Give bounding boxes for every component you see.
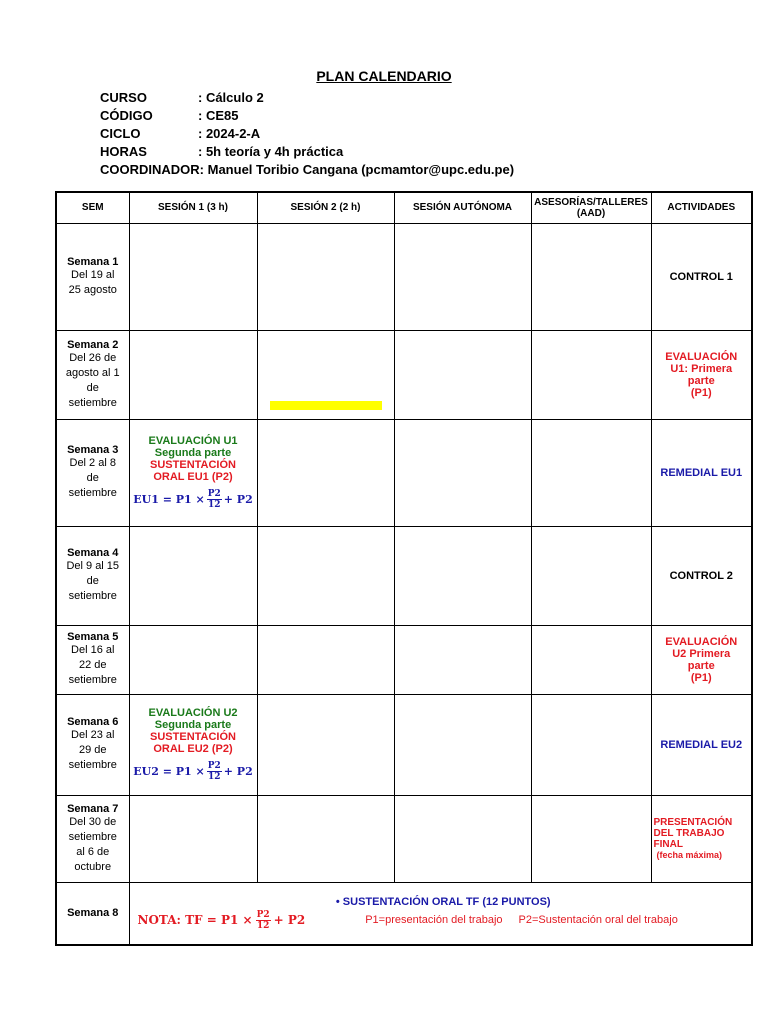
coordinator-row: COORDINADOR: Manuel Toribio Cangana (pcmamtor@upc.edu.pe) [100,162,515,177]
activity-cell: PRESENTACIÓN DEL TRABAJO FINAL (fecha máxima) [651,795,752,882]
formula-eu2: EU2 = P1 × $\frac{P2}{12}$ + P2 [133,761,253,782]
week-label: Semana 6 Del 23 al 29 de setiembre [56,694,129,795]
header-session-1: SESIÓN 1 (3 h) [129,192,257,223]
week-label: Semana 4 Del 9 al 15 de setiembre [56,526,129,625]
week-row [56,795,752,882]
calendar-table [55,191,753,946]
cell-autonomous [394,526,531,625]
activity-cell: EVALUACIÓN U1: Primera parte (P1) [651,330,752,419]
cell-aad [531,223,651,330]
week-label: Semana 5 Del 16 al 22 de setiembre [56,625,129,694]
cell-autonomous [394,795,531,882]
cell-autonomous [394,625,531,694]
cell-aad [531,419,651,526]
cell-session-1 [129,526,257,625]
week-label: Semana 1 Del 19 al 25 agosto [56,223,129,330]
cell-session-2 [257,625,394,694]
week-row [56,526,752,625]
cell-session-2 [257,330,394,419]
cell-session-1 [129,625,257,694]
week-label: Semana 8 [56,882,129,945]
week-row [56,694,752,795]
activity-cell: REMEDIAL EU1 [651,419,752,526]
cell-aad [531,526,651,625]
header-aad: ASESORÍAS/TALLERES (AAD) [531,192,651,223]
cell-session-1-eval: EVALUACIÓN U1 Segunda parte SUSTENTACIÓN ORAL EU1 (P2) EU1 = P1 × $\frac{P2}{12}$ + P2 [129,419,257,526]
cell-autonomous [394,419,531,526]
week-row [56,419,752,526]
activity-cell: CONTROL 2 [651,526,752,625]
code-row: CÓDIGO : CE85 [100,108,239,123]
week-row [56,882,752,945]
cell-autonomous [394,694,531,795]
week-row [56,223,752,330]
page-title: PLAN CALENDARIO [316,68,452,84]
activity-cell: EVALUACIÓN U2 Primera parte (P1) [651,625,752,694]
cell-session-1 [129,330,257,419]
week-label: Semana 7 Del 30 de setiembre al 6 de octubre [56,795,129,882]
cell-session-2 [257,419,394,526]
week-label: Semana 2 Del 26 de agosto al 1 de setiembre [56,330,129,419]
header-sem: SEM [56,192,129,223]
hours-row: HORAS : 5h teoría y 4h práctica [100,144,344,159]
cell-aad [531,694,651,795]
cell-session-2 [257,223,394,330]
cycle-row: CICLO : 2024-2-A [100,126,261,141]
highlight-mark [270,401,382,410]
formula-eu1: EU1 = P1 × $\frac{P2}{12}$ + P2 [133,489,253,510]
header-row [56,192,752,223]
week-row [56,330,752,419]
cell-aad [531,625,651,694]
course-info [100,89,514,179]
cell-autonomous [394,223,531,330]
formula-tf: NOTA: TF = P1 × $\frac{P2}{12}$ + P2 [137,909,306,931]
cell-aad [531,330,651,419]
cell-session-2 [257,526,394,625]
week-label: Semana 3 Del 2 al 8 de setiembre [56,419,129,526]
header-autonomous: SESIÓN AUTÓNOMA [394,192,531,223]
course-row: CURSO : Cálculo 2 [100,90,264,105]
cell-session-1-eval: EVALUACIÓN U2 Segunda parte SUSTENTACIÓN ORAL EU2 (P2) EU2 = P1 × $\frac{P2}{12}$ + P2 [129,694,257,795]
activity-cell: CONTROL 1 [651,223,752,330]
final-exam-cell: • SUSTENTACIÓN ORAL TF (12 PUNTOS) NOTA: TF = P1 × $\frac{P2}{12}$ + P2 P1=presentación del trabajo P2=Sustentación oral del trabajo [129,882,752,945]
week-row [56,625,752,694]
header-activities: ACTIVIDADES [651,192,752,223]
cell-session-2 [257,694,394,795]
cell-session-2 [257,795,394,882]
cell-autonomous [394,330,531,419]
header-session-2: SESIÓN 2 (2 h) [257,192,394,223]
cell-session-1 [129,223,257,330]
activity-cell: REMEDIAL EU2 [651,694,752,795]
cell-aad [531,795,651,882]
cell-session-1 [129,795,257,882]
